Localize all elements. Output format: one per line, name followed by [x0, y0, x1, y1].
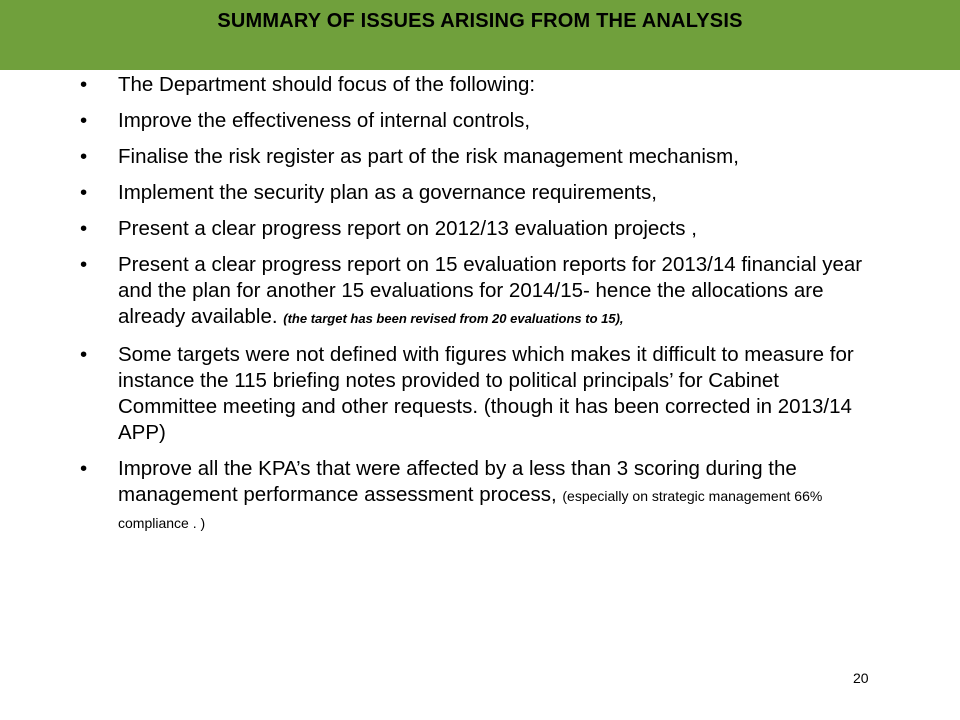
bullet-icon: • — [80, 343, 88, 366]
bullet-icon: • — [80, 181, 88, 204]
bullet-list — [80, 72, 880, 546]
list-item — [80, 456, 880, 536]
list-item — [80, 72, 880, 98]
bullet-text: The Department should focus of the following: — [118, 73, 536, 96]
target-revision-note: (the target has been revised from 20 evaluations to 15), — [283, 311, 624, 326]
bullet-text: Finalise the risk register as part of the risk management mechanism, — [118, 145, 739, 168]
slide-title: SUMMARY OF ISSUES ARISING FROM THE ANALYSIS — [217, 10, 743, 32]
compliance-note: (especially on strategic management 66% compliance . ) — [118, 488, 823, 531]
list-item — [80, 216, 880, 242]
bullet-text: Implement the security plan as a governance requirements, — [118, 181, 657, 204]
page-number: 20 — [853, 670, 869, 686]
bullet-text: Improve the effectiveness of internal controls, — [118, 109, 531, 132]
list-item — [80, 180, 880, 206]
list-item — [80, 108, 880, 134]
bullet-icon: • — [80, 457, 88, 480]
bullet-icon: • — [80, 217, 88, 240]
bullet-icon: • — [80, 109, 88, 132]
bullet-text: Present a clear progress report on 15 evaluation reports for 2013/14 financial year and the plan for another 15 evaluations for 2014/15- hence the allocations are already available. — [118, 253, 863, 328]
bullet-text: Present a clear progress report on 2012/13 evaluation projects , — [118, 217, 697, 240]
list-item — [80, 342, 880, 446]
list-item — [80, 252, 880, 332]
bullet-icon: • — [80, 73, 88, 96]
bullet-icon: • — [80, 253, 88, 276]
bullet-text: Some targets were not defined with figures which makes it difficult to measure for instance the 115 briefing notes provided to political principals’ for Cabinet Committee meeting and other requests. (though it has been corrected in 2013/14 APP) — [118, 343, 854, 444]
list-item — [80, 144, 880, 170]
bullet-icon: • — [80, 145, 88, 168]
bullet-text: Improve all the KPA’s that were affected by a less than 3 scoring during the management performance assessment process, — [118, 457, 797, 506]
